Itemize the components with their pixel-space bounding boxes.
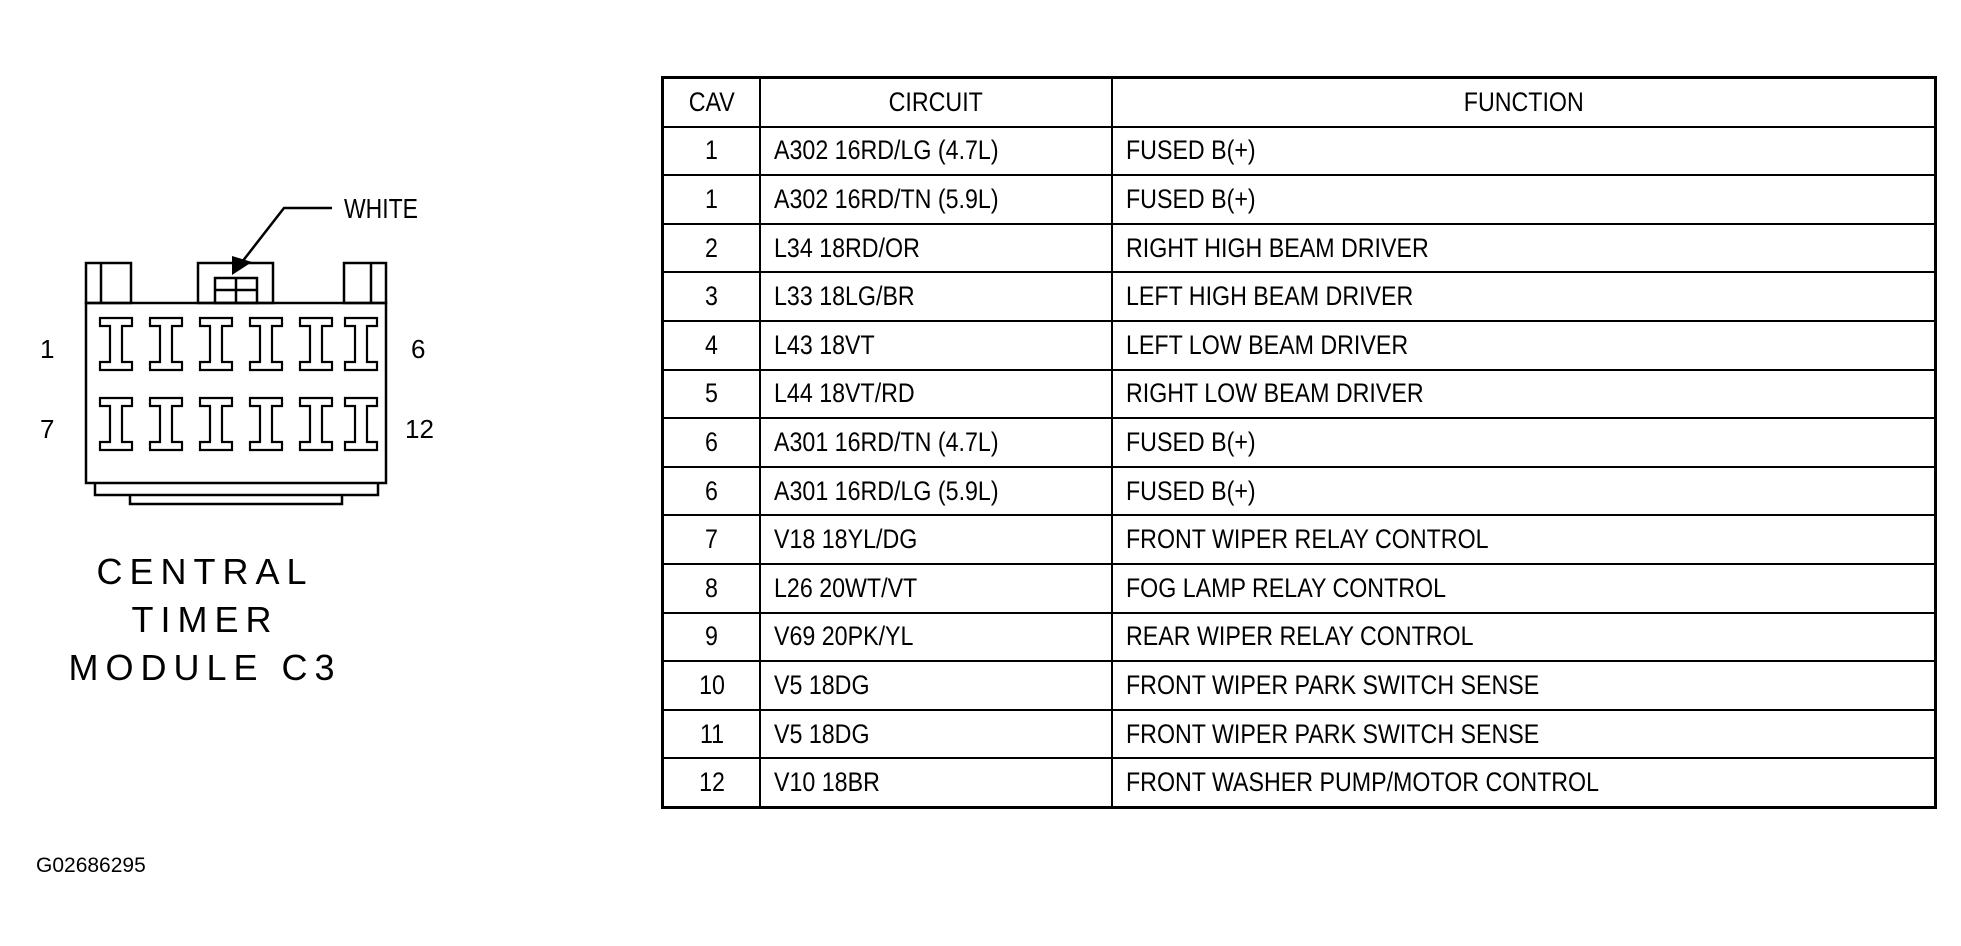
module-title-line1: CENTRAL TIMER [96, 551, 314, 640]
function-cell: FUSED B(+) [1112, 127, 1936, 176]
header-circuit: CIRCUIT [760, 78, 1111, 127]
circuit-cell: V10 18BR [760, 758, 1111, 807]
circuit-cell: V69 20PK/YL [760, 613, 1111, 662]
circuit-cell: A301 16RD/TN (4.7L) [760, 418, 1111, 467]
cav-cell: 8 [663, 564, 761, 613]
cav-cell: 6 [663, 467, 761, 516]
module-title-line2: MODULE C3 [68, 647, 342, 688]
cavity-12 [345, 398, 377, 450]
function-cell: LEFT LOW BEAM DRIVER [1112, 321, 1936, 370]
cavity-11 [300, 398, 332, 450]
table-row [663, 175, 1936, 224]
function-cell: FUSED B(+) [1112, 467, 1936, 516]
cavity-2 [150, 318, 182, 370]
cavity-5 [300, 318, 332, 370]
table-row [663, 272, 1936, 321]
table-row [663, 127, 1936, 176]
cavity-3 [200, 318, 232, 370]
table-row [663, 418, 1936, 467]
function-cell: FUSED B(+) [1112, 418, 1936, 467]
function-cell: FRONT WIPER PARK SWITCH SENSE [1112, 710, 1936, 759]
function-cell: FOG LAMP RELAY CONTROL [1112, 564, 1936, 613]
function-cell: LEFT HIGH BEAM DRIVER [1112, 272, 1936, 321]
circuit-cell: A301 16RD/LG (5.9L) [760, 467, 1111, 516]
table-row [663, 224, 1936, 273]
cav-cell: 1 [663, 127, 761, 176]
cav-cell: 6 [663, 418, 761, 467]
cav-cell: 12 [663, 758, 761, 807]
circuit-cell: V18 18YL/DG [760, 515, 1111, 564]
figure-id: G02686295 [36, 854, 146, 877]
function-cell: REAR WIPER RELAY CONTROL [1112, 613, 1936, 662]
circuit-cell: L44 18VT/RD [760, 370, 1111, 419]
circuit-cell: L43 18VT [760, 321, 1111, 370]
cav-cell: 5 [663, 370, 761, 419]
table-row [663, 321, 1936, 370]
circuit-cell: A302 16RD/TN (5.9L) [760, 175, 1111, 224]
table-row [663, 515, 1936, 564]
circuit-cell: V5 18DG [760, 710, 1111, 759]
pin-label-7: 7 [40, 414, 55, 444]
table-row [663, 564, 1936, 613]
connector-diagram [0, 0, 660, 946]
function-cell: FRONT WIPER RELAY CONTROL [1112, 515, 1936, 564]
circuit-cell: L26 20WT/VT [760, 564, 1111, 613]
cav-cell: 9 [663, 613, 761, 662]
cavity-1 [100, 318, 132, 370]
header-cav: CAV [663, 78, 761, 127]
table-row [663, 661, 1936, 710]
pin-label-12: 12 [405, 414, 434, 444]
table-row [663, 370, 1936, 419]
cav-cell: 11 [663, 710, 761, 759]
pin-table [661, 76, 1937, 809]
cavity-10 [250, 398, 282, 450]
pin-label-6: 6 [411, 334, 426, 364]
function-cell: FUSED B(+) [1112, 175, 1936, 224]
table-header-row [663, 78, 1936, 127]
cavity-8 [150, 398, 182, 450]
module-title [40, 548, 370, 692]
function-cell: FRONT WASHER PUMP/MOTOR CONTROL [1112, 758, 1936, 807]
circuit-cell: A302 16RD/LG (4.7L) [760, 127, 1111, 176]
cav-cell: 3 [663, 272, 761, 321]
cavity-7 [100, 398, 132, 450]
cavity-6 [345, 318, 377, 370]
table-row [663, 710, 1936, 759]
circuit-cell: L34 18RD/OR [760, 224, 1111, 273]
circuit-cell: V5 18DG [760, 661, 1111, 710]
cav-cell: 7 [663, 515, 761, 564]
function-cell: RIGHT LOW BEAM DRIVER [1112, 370, 1936, 419]
cavity-4 [250, 318, 282, 370]
cavity-9 [200, 398, 232, 450]
connector-face-icon [0, 0, 660, 946]
function-cell: FRONT WIPER PARK SWITCH SENSE [1112, 661, 1936, 710]
header-function: FUNCTION [1112, 78, 1936, 127]
table-row [663, 467, 1936, 516]
cav-cell: 10 [663, 661, 761, 710]
table-row [663, 758, 1936, 807]
table-row [663, 613, 1936, 662]
cav-cell: 2 [663, 224, 761, 273]
cav-cell: 4 [663, 321, 761, 370]
pin-label-1: 1 [40, 334, 55, 364]
cav-cell: 1 [663, 175, 761, 224]
function-cell: RIGHT HIGH BEAM DRIVER [1112, 224, 1936, 273]
callout-label: WHITE [344, 193, 418, 224]
circuit-cell: L33 18LG/BR [760, 272, 1111, 321]
